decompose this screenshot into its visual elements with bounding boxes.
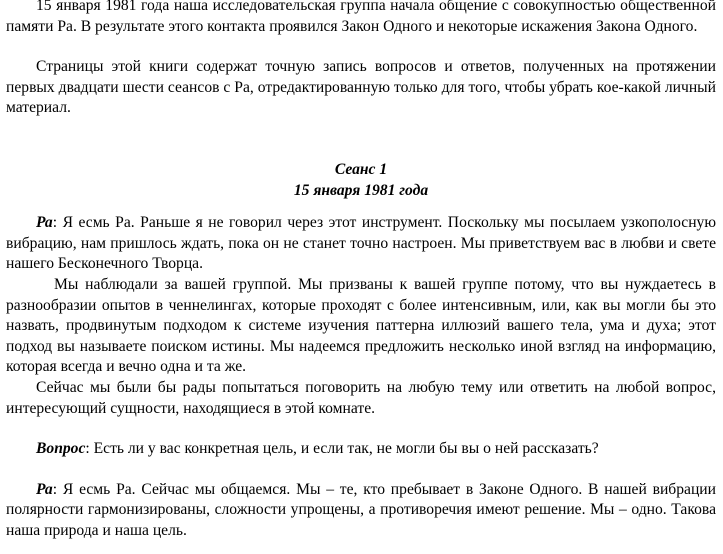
intro-paragraph: 15 января 1981 года наша исследовательская группа начала общение с совокупностью общественной памяти Ра. В результате этого контакта проявился Закон Одного и некоторые искажения Закона Одного. [6,0,716,35]
speaker-separator: : [52,214,58,232]
speaker-ra-label: Ра [36,480,53,498]
spacer [6,460,716,480]
ra-answer-paragraph [6,213,716,275]
speaker-question-label: Вопрос [36,440,86,458]
spacer [6,119,716,160]
ra-answer-paragraph: Мы наблюдали за вашей группой. Мы призваны к вашей группе потому, что вы нуждаетесь в разнообразии опытов в ченнелингах, которые проходят с более интенсивным, или, как вы могли бы это назвать, продвинутым подходом к системе изучения паттерна иллюзий вашего тела, ума и духа; этот подход вы называете поиском истины. Мы надеемся предложить несколько иной взгляд на информацию, которая всегда и вечно одна и та же. [6,275,716,376]
spacer [6,37,716,57]
intro-paragraph: Страницы этой книги содержат точную запись вопросов и ответов, полученных на протяжении первых двадцати шести сеансов с Ра, отредактированную только для того, чтобы убрать кое-какой личный материал. [6,58,716,117]
spacer [6,201,716,213]
speaker-ra-label: Ра [36,214,53,232]
question-paragraph [6,439,716,460]
ra-answer-paragraph: Сейчас мы были бы рады попытаться поговорить на любую тему или ответить на любой вопрос, интересующий сущности, находящиеся в этой комнате. [6,378,716,417]
answer-text: Я есмь Ра. Сейчас мы общаемся. Мы – те, кто пребывает в Законе Одного. В нашей вибрации полярности гармонизированы, сложности упрощены, а противоречия имеют решение. Мы – одно. Такова наша природа и наша цель. [6,480,716,539]
session-title: Сеанс 1 [334,160,388,178]
speaker-separator: : [85,440,90,458]
answer-text: Я есмь Ра. Раньше я не говорил через этот инструмент. Поскольку мы посылаем узкополосную вибрацию, нам пришлось ждать, пока он не станет точно настроен. Мы приветствуем вас в любви и свете нашего Бесконечного Творца. [6,214,716,273]
session-date: 15 января 1981 года [293,181,429,199]
question-text: Есть ли у вас конкретная цель, и если так, не могли бы вы о ней рассказать? [89,440,599,458]
speaker-separator: : [52,480,58,498]
spacer [6,419,716,439]
document-page [6,0,716,541]
ra-answer-paragraph [6,480,716,542]
